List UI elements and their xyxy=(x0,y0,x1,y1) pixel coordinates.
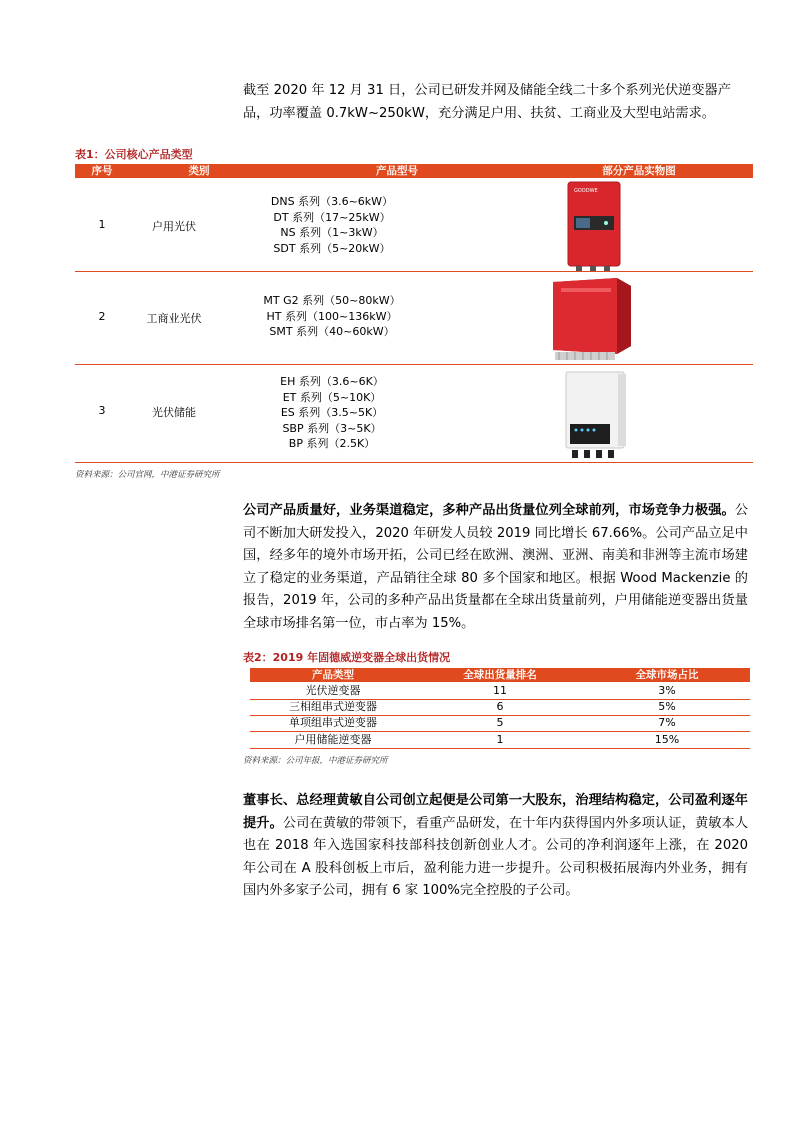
inverter-image-residential xyxy=(562,180,628,274)
model-item: MT G2 系列（50~80kW） xyxy=(263,294,401,307)
model-item: EH 系列（3.6~6K） xyxy=(280,375,384,388)
table-row xyxy=(250,699,750,715)
table2-share: 15% xyxy=(654,733,680,746)
table1-row2-models xyxy=(232,293,432,340)
model-item: NS 系列（1~3kW） xyxy=(280,226,384,239)
table1-source: 资料来源：公司官网，中港证券研究所 xyxy=(75,470,220,480)
table2-rank: 1 xyxy=(496,733,504,746)
model-item: SDT 系列（5~20kW） xyxy=(273,241,391,255)
table1-row1-models xyxy=(232,194,432,256)
table1-header-no: 序号 xyxy=(91,165,113,177)
table1-row2-no: 2 xyxy=(98,310,106,323)
table1-row3-category: 光伏储能 xyxy=(152,406,196,419)
model-item: DT 系列（17~25kW） xyxy=(273,210,391,224)
table1-row3-models xyxy=(232,374,432,452)
table1-row2-category: 工商业光伏 xyxy=(146,312,202,325)
table1-row-divider xyxy=(75,364,753,365)
table2-type: 单项组串式逆变器 xyxy=(289,716,377,729)
model-item: SMT 系列（40~60kW） xyxy=(269,325,395,338)
table2-type: 三相组串式逆变器 xyxy=(289,700,377,713)
table-row xyxy=(250,732,750,748)
intro-line-1: 截至 2020 年 12 月 31 日，公司已研发并网及储能全线二十多个系列光伏逆变器产 xyxy=(243,83,731,98)
table2-header-type: 产品类型 xyxy=(312,669,354,681)
model-item: DNS 系列（3.6~6kW） xyxy=(270,195,394,208)
quality-paragraph-text: 公司不断加大研发投入，2020 年研发人员较 2019 同比增长 67.66%。公司产品立足中国，经多年的境外市场开拓，公司已经在欧洲、澳洲、亚洲、南美和非洲等主流市场建立了稳定的业务渠道，产品销往全球 80 多个国家和地区。根据 Wood Mackenzie 的报告，2019 年，公司的多种产品出货量都在全球出货量前列，户用储能逆变器出货量全球市场排名第一位，市占率为 15%。 xyxy=(243,503,748,631)
table1-header-image: 部分产品实物图 xyxy=(602,165,676,177)
table-row xyxy=(250,715,750,731)
table-row xyxy=(250,683,750,699)
table1-header-model: 产品型号 xyxy=(376,165,418,177)
model-item: HT 系列（100~136kW） xyxy=(266,309,398,323)
table1-header-category: 类别 xyxy=(188,165,210,177)
governance-paragraph-text: 公司在黄敏的带领下，看重产品研发，在十年内获得国内外多项认证，黄敏本人也在 2018 年入选国家科技部科技创新创业人才。公司的净利润逐年上涨，在 2020 年公司在 A 股科创板上市后，盈利能力进一步提升。公司积极拓展海内外业务，拥有国内外多家子公司，拥有 6 家 100%完全控股的子公司。 xyxy=(243,815,749,898)
svg-text:GOODWE: GOODWE xyxy=(574,188,598,194)
table2-header-share: 全球市场占比 xyxy=(635,669,699,681)
table2-type: 光伏逆变器 xyxy=(305,684,361,697)
table2-rank: 6 xyxy=(496,700,504,713)
table1-row1-category: 户用光伏 xyxy=(152,220,196,233)
table2-rank: 5 xyxy=(496,716,504,729)
table2-header xyxy=(250,668,750,682)
table2-caption: 表2：2019 年固德威逆变器全球出货情况 xyxy=(243,651,451,664)
model-item: SBP 系列（3~5K） xyxy=(282,421,382,435)
model-item: ES 系列（3.5~5K） xyxy=(280,406,384,419)
table2-source: 资料来源：公司年报，中港证券研究所 xyxy=(243,756,388,766)
table2-share: 5% xyxy=(658,700,676,713)
intro-paragraph xyxy=(243,80,748,125)
table1-row3-no: 3 xyxy=(98,404,106,417)
table2-rank: 11 xyxy=(493,684,507,697)
inverter-image-storage xyxy=(560,368,634,462)
table2-type: 户用储能逆变器 xyxy=(294,733,372,746)
governance-paragraph xyxy=(243,790,748,903)
table2-bottom-border xyxy=(250,748,750,749)
table2-header-rank: 全球出货量排名 xyxy=(463,669,537,681)
intro-line-2: 品，功率覆盖 0.7kW~250kW，充分满足户用、扶贫、工商业及大型电站需求。 xyxy=(243,105,715,121)
table2-share: 7% xyxy=(658,716,676,729)
model-item: ET 系列（5~10K） xyxy=(282,390,382,404)
model-item: BP 系列（2.5K） xyxy=(288,437,376,450)
table1-caption: 表1：公司核心产品类型 xyxy=(75,148,193,161)
table1-row-divider xyxy=(75,271,753,272)
quality-paragraph xyxy=(243,500,748,635)
quality-paragraph-bold: 公司产品质量好，业务渠道稳定，多种产品出货量位列全球前列，市场竞争力极强。 xyxy=(243,503,735,518)
table2-share: 3% xyxy=(658,684,676,697)
table1-bottom-border xyxy=(75,462,753,463)
governance-paragraph-bold: 董事长、总经理黄敏自公司创立起便是公司第一大股东，治理结构稳定，公司盈利逐年提升。 xyxy=(243,793,748,831)
table1-header xyxy=(75,164,753,178)
inverter-image-commercial xyxy=(545,276,640,364)
table1-row1-no: 1 xyxy=(98,218,106,231)
